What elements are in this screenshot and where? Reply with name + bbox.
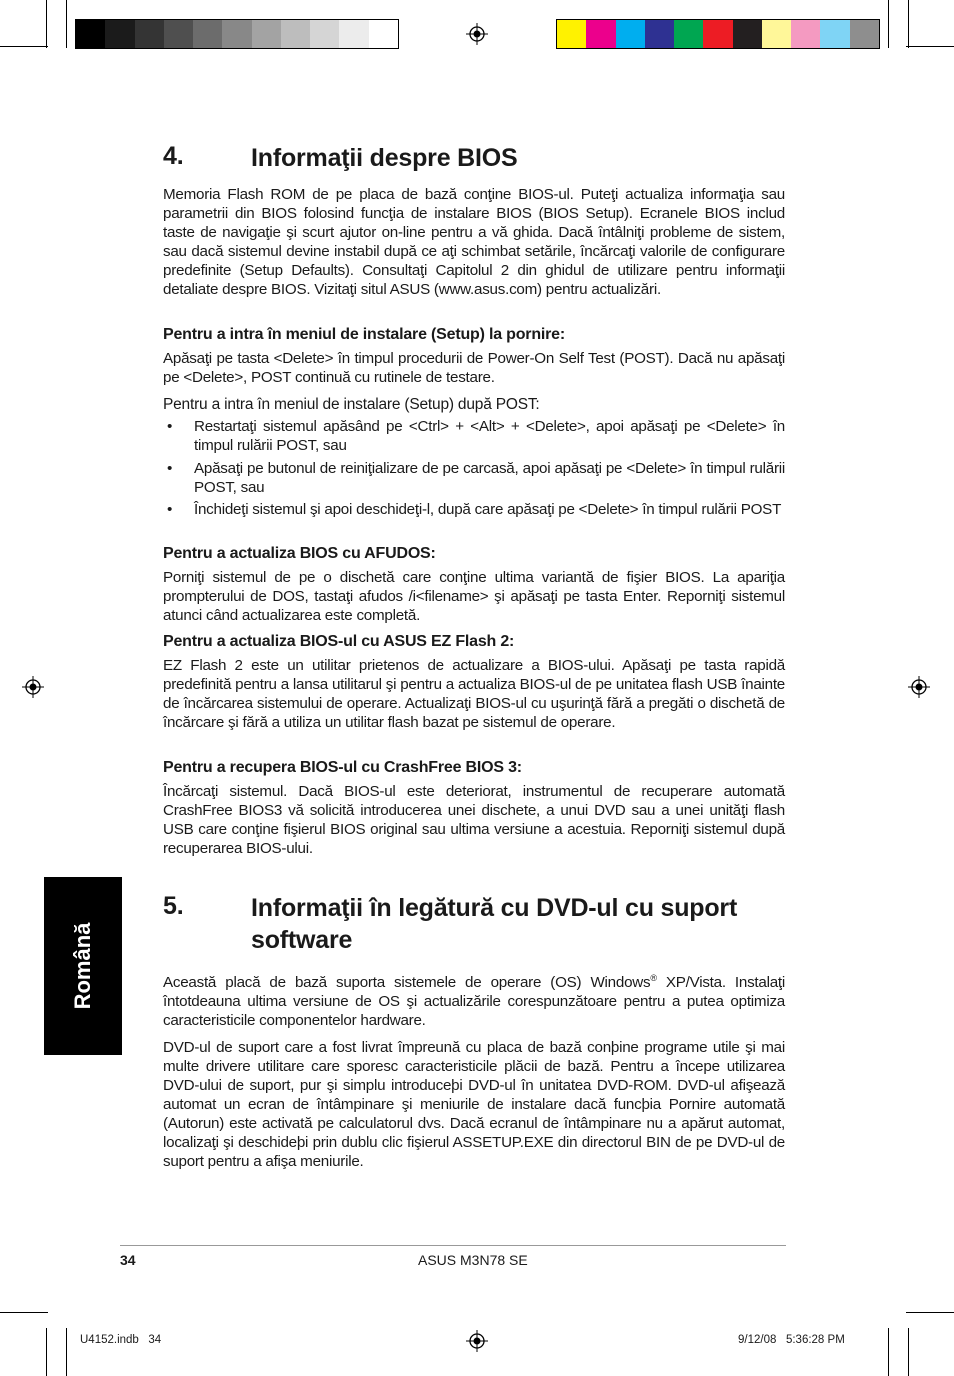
registration-mark-icon xyxy=(908,676,930,698)
grayscale-color-bar xyxy=(75,19,399,49)
crop-mark-tr-v2 xyxy=(888,0,889,48)
footer-divider xyxy=(120,1245,786,1246)
color-swatch xyxy=(645,20,674,48)
gray-swatch xyxy=(310,20,339,48)
gray-swatch xyxy=(105,20,134,48)
ezflash-heading: Pentru a actualiza BIOS-ul cu ASUS EZ Flash 2: xyxy=(163,633,515,650)
para-text: Această placă de bază suporta sistemele de operare (OS) Windows xyxy=(163,974,651,992)
gray-swatch xyxy=(369,20,398,48)
color-swatch xyxy=(703,20,732,48)
timestamp-slug: 9/12/08 5:36:28 PM xyxy=(738,1334,845,1346)
bullet-icon: • xyxy=(167,501,173,518)
list-item xyxy=(163,417,785,455)
crop-mark-tl-h xyxy=(0,46,48,47)
crop-mark-tr-h xyxy=(906,46,954,47)
gray-swatch xyxy=(222,20,251,48)
registration-mark-icon xyxy=(22,676,44,698)
gray-swatch xyxy=(339,20,368,48)
section-title: Informaţii în legătură cu DVD-ul cu suport software xyxy=(251,894,738,954)
gray-swatch xyxy=(135,20,164,48)
crop-mark-bl-h xyxy=(0,1312,48,1313)
list-item-text: Închideţi sistemul şi apoi deschideţi-l, după care apăsaţi pe <Delete> în timpul rulării POST xyxy=(194,501,782,518)
dvd-intro-paragraph xyxy=(163,969,785,1030)
bullet-icon: • xyxy=(167,460,173,477)
color-swatch xyxy=(733,20,762,48)
section-title: Informaţii despre BIOS xyxy=(251,144,518,172)
crop-mark-tl-v xyxy=(46,0,47,48)
color-swatch xyxy=(557,20,586,48)
crop-mark-bl-v2 xyxy=(66,1328,67,1376)
gray-swatch xyxy=(164,20,193,48)
gray-swatch xyxy=(281,20,310,48)
color-swatch xyxy=(820,20,849,48)
color-swatch xyxy=(850,20,879,48)
bullet-icon: • xyxy=(167,418,173,435)
list-item xyxy=(163,499,785,520)
language-label: Română xyxy=(70,922,95,1010)
section-number: 4. xyxy=(163,142,184,170)
gray-swatch xyxy=(76,20,105,48)
ezflash-text: EZ Flash 2 este un utilitar prietenos de actualizare a BIOS-ului. Apăsaţi pe tasta rapidă predefinită pentru a lansa utilitarul şi pentru a actualiza BIOS-ul de pe unitatea flash USB înainte de încărcarea sistemului de operare. Actualizaţi BIOS-ul cu uşurinţă fără a pregăti o dischetă de încărcare şi fără a utiliza un utilitar flash bazat pe sistemul de operare. xyxy=(163,657,785,731)
crop-mark-br-v xyxy=(908,1328,909,1376)
list-item xyxy=(163,459,785,497)
color-swatch xyxy=(762,20,791,48)
list-item-text: Restartaţi sistemul apăsând pe <Ctrl> + <Alt> + <Delete>, apoi apăsaţi pe <Delete> în timpul rulării POST, sau xyxy=(194,418,785,454)
registered-mark: ® xyxy=(650,973,657,983)
color-swatch xyxy=(791,20,820,48)
setup-after-post-heading: Pentru a intra în meniul de instalare (Setup) după POST: xyxy=(163,396,540,413)
color-swatch xyxy=(616,20,645,48)
crashfree-text: Încărcaţi sistemul. Dacă BIOS-ul este deteriorat, instrumentul de recuperare automată CrashFree BIOS3 vă solicită introducerea unei dischete, a unui DVD sau a unei unităţi flash USB care conţine fişierul BIOS original sau ultima versiune a acestuia. Reporniţi sistemul după recuperarea BIOS-ului. xyxy=(163,783,785,857)
para-text: XP/Vista. Instalaţi întotdeauna ultima versiune de OS şi actualizările corespunzătoare pentru a putea optimiza caracteristicile componentelor hardware. xyxy=(163,974,786,1030)
page-number: 34 xyxy=(120,1252,136,1268)
gray-swatch xyxy=(193,20,222,48)
file-slug: U4152.indb 34 xyxy=(80,1334,162,1346)
product-name: ASUS M3N78 SE xyxy=(418,1252,528,1268)
crashfree-heading: Pentru a recupera BIOS-ul cu CrashFree BIOS 3: xyxy=(163,759,522,776)
gray-swatch xyxy=(252,20,281,48)
list-item-text: Apăsaţi pe butonul de reiniţializare de pe carcasă, apoi apăsaţi pe <Delete> în timpul rulării POST, sau xyxy=(194,460,785,496)
crop-mark-bl-v xyxy=(46,1328,47,1376)
setup-at-boot-heading: Pentru a intra în meniul de instalare (Setup) la pornire: xyxy=(163,326,566,343)
setup-at-boot-text: Apăsaţi pe tasta <Delete> în timpul procedurii de Power-On Self Test (POST). Dacă nu apăsaţi pe <Delete>, POST continuă cu rutinele de testare. xyxy=(163,350,785,386)
process-color-bar xyxy=(556,19,880,49)
crop-mark-tr-v xyxy=(908,0,909,48)
color-swatch xyxy=(586,20,615,48)
crop-mark-br-v2 xyxy=(888,1328,889,1376)
registration-mark-icon xyxy=(466,23,488,45)
crop-mark-br-h xyxy=(906,1312,954,1313)
crop-mark-tl-v2 xyxy=(66,0,67,48)
afudos-text: Porniţi sistemul de pe o dischetă care conţine ultima variantă de fişier BIOS. La apariţia prompterului de DOS, tastaţi afudos /i<filename> şi apăsaţi pe tasta Enter. Reporniţi sistemul atunci când actualizarea este completă. xyxy=(163,569,785,624)
dvd-usage-paragraph: DVD-ul de suport care a fost livrat împreună cu placa de bază conþine programe utile şi mai multe drivere utilitare care sporesc caracteristicile plăcii de bază. Pentru a începe utilizarea DVD-ului de suport, pur şi simplu introduceþi DVD-ul în unitatea DVD-ROM. DVD-ul afişează automat un ecran de întâmpinare şi meniurile de instalare dacă funcþia Pornire automată (Autorun) este activată pe calculatorul dvs. Dacă ecranul de întâmpinare nu a apărut automat, localizaţi şi deschideþi prin dublu clic fişierul ASSETUP.EXE din directorul BIN de pe DVD-ul de suport pentru a afişa meniurile. xyxy=(163,1039,785,1170)
bios-intro-paragraph: Memoria Flash ROM de pe placa de bază conţine BIOS-ul. Puteţi actualiza informaţia sau parametrii din BIOS folosind funcţia de instalare BIOS (BIOS Setup). Ecranele BIOS includ taste de navigaţie şi scurt ajutor on-line pentru a vă ghida. Dacă întâlniţi probleme de sistem, sau dacă sistemul devine instabil după ce aţi schimbat setările, încărcaţi valorile de configurare predefinite (Setup Defaults). Consultaţi Capitolul 2 din ghidul de utilizare pentru informaţii detaliate despre BIOS. Vizitaţi situl ASUS (www.asus.com) pentru actualizări. xyxy=(163,186,785,298)
afudos-heading: Pentru a actualiza BIOS cu AFUDOS: xyxy=(163,545,436,562)
section-number: 5. xyxy=(163,892,184,920)
language-side-tab xyxy=(44,877,122,1055)
registration-mark-icon xyxy=(466,1330,488,1352)
color-swatch xyxy=(674,20,703,48)
